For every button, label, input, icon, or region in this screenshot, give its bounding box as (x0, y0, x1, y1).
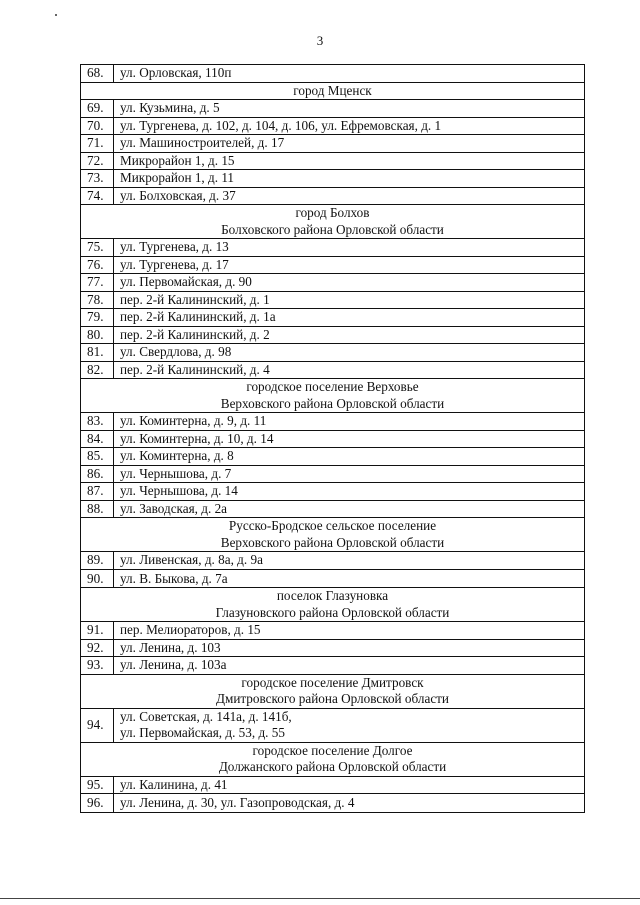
address-line: ул. Кузьмина, д. 5 (120, 100, 220, 115)
row-number: 90. (81, 569, 114, 588)
address-line: ул. Орловская, 110п (120, 65, 232, 80)
section-header-line: городское поселение Долгое (252, 742, 413, 758)
table-row (81, 794, 585, 813)
address-cell (114, 291, 585, 309)
section-header-row (81, 379, 585, 413)
table-row (81, 291, 585, 309)
address-line: ул. Болховская, д. 37 (120, 187, 236, 203)
scan-speck (55, 14, 57, 16)
row-number: 70. (81, 117, 114, 135)
table-row (81, 309, 585, 327)
address-cell (114, 465, 585, 483)
table-row (81, 776, 585, 794)
row-number: 92. (81, 639, 114, 657)
address-line: ул. Ленина, д. 103 (120, 639, 221, 655)
table-row (81, 413, 585, 431)
row-number: 78. (81, 291, 114, 309)
address-line: Микрорайон 1, д. 15 (120, 152, 235, 168)
table-row (81, 657, 585, 675)
section-header (81, 674, 585, 708)
section-header-line: Русско-Бродское сельское поселение (228, 518, 437, 533)
table-row (81, 274, 585, 292)
address-cell (114, 708, 585, 742)
table-row (81, 639, 585, 657)
section-header-line: поселок Глазуновка (276, 588, 389, 603)
address-cell (114, 657, 585, 675)
section-header-row (81, 82, 585, 100)
address-cell (114, 239, 585, 257)
address-line: ул. Тургенева, д. 13 (120, 239, 229, 254)
row-number: 72. (81, 152, 114, 170)
address-line: пер. Мелиораторов, д. 15 (120, 622, 261, 637)
page-number: 3 (316, 33, 324, 48)
section-header-row (81, 205, 585, 239)
table-row (81, 170, 585, 188)
address-line: ул. Коминтерна, д. 9, д. 11 (120, 413, 267, 428)
address-line: ул. Чернышова, д. 14 (120, 483, 238, 498)
section-header (81, 205, 585, 239)
table-row (81, 117, 585, 135)
address-line: ул. Тургенева, д. 17 (120, 256, 229, 272)
address-line: ул. Свердлова, д. 98 (120, 344, 232, 359)
section-header-line: Глазуновского района Орловской области (215, 604, 450, 620)
row-number: 93. (81, 657, 114, 675)
address-line: ул. Ливенская, д. 8а, д. 9а (120, 552, 263, 567)
row-number: 68. (81, 65, 114, 83)
table-row (81, 430, 585, 448)
section-header-line: город Мценск (293, 82, 372, 98)
section-header-line: Верховского района Орловской области (220, 534, 445, 550)
address-line: ул. Чернышова, д. 7 (120, 465, 232, 481)
address-line: пер. 2-й Калининский, д. 1 (120, 291, 270, 307)
section-header-line: город Болхов (295, 205, 370, 220)
row-number: 73. (81, 170, 114, 188)
table-row (81, 326, 585, 344)
row-number: 96. (81, 794, 114, 813)
section-header-line: городское поселение Верховье (246, 379, 419, 394)
address-table-body (81, 65, 585, 813)
address-line: ул. В. Быкова, д. 7а (120, 570, 228, 586)
address-line: ул. Ленина, д. 30, ул. Газопроводская, д. 4 (120, 795, 355, 810)
row-number: 77. (81, 274, 114, 292)
address-line: ул. Калинина, д. 41 (120, 776, 228, 792)
address-cell (114, 639, 585, 657)
address-line: ул. Коминтерна, д. 8 (120, 448, 234, 463)
address-cell (114, 256, 585, 274)
table-row (81, 500, 585, 518)
row-number: 86. (81, 465, 114, 483)
row-number: 75. (81, 239, 114, 257)
address-table (80, 64, 585, 813)
row-number: 87. (81, 483, 114, 501)
row-number: 83. (81, 413, 114, 431)
address-line: пер. 2-й Калининский, д. 4 (120, 361, 270, 377)
address-cell (114, 552, 585, 570)
address-line: ул. Советская, д. 141а, д. 141б, (120, 708, 292, 724)
section-header-line: Дмитровского района Орловской области (215, 691, 449, 706)
table-row (81, 465, 585, 483)
address-line: ул. Ленина, д. 103а (120, 657, 227, 672)
table-row (81, 483, 585, 501)
row-number: 84. (81, 430, 114, 448)
address-line: пер. 2-й Калининский, д. 1а (120, 309, 276, 324)
address-cell (114, 483, 585, 501)
row-number: 81. (81, 344, 114, 362)
address-cell (114, 274, 585, 292)
section-header-row (81, 518, 585, 552)
address-cell (114, 361, 585, 379)
row-number: 71. (81, 135, 114, 153)
address-line: ул. Тургенева, д. 102, д. 104, д. 106, ул. Ефремовская, д. 1 (120, 117, 442, 133)
address-cell (114, 65, 585, 83)
row-number: 82. (81, 361, 114, 379)
address-cell (114, 622, 585, 640)
address-line: пер. 2-й Калининский, д. 2 (120, 326, 270, 342)
section-header (81, 742, 585, 776)
address-cell (114, 794, 585, 813)
row-number: 85. (81, 448, 114, 466)
address-line: ул. Коминтерна, д. 10, д. 14 (120, 430, 274, 446)
row-number: 80. (81, 326, 114, 344)
row-number: 94. (81, 708, 114, 742)
row-number: 89. (81, 552, 114, 570)
row-number: 88. (81, 500, 114, 518)
row-number: 74. (81, 187, 114, 205)
address-cell (114, 326, 585, 344)
bottom-rule (0, 898, 640, 899)
table-row (81, 361, 585, 379)
address-cell (114, 152, 585, 170)
address-cell (114, 117, 585, 135)
table-row (81, 135, 585, 153)
address-cell (114, 500, 585, 518)
address-line: ул. Первомайская, д. 53, д. 55 (120, 725, 285, 740)
section-header-line: Должанского района Орловской области (218, 759, 447, 774)
table-row (81, 187, 585, 205)
table-row (81, 100, 585, 118)
section-header-line: Болховского района Орловской области (221, 221, 444, 237)
table-row (81, 708, 585, 742)
table-row (81, 552, 585, 570)
address-cell (114, 776, 585, 794)
table-row (81, 569, 585, 588)
table-row (81, 239, 585, 257)
row-number: 76. (81, 256, 114, 274)
address-cell (114, 448, 585, 466)
row-number: 95. (81, 776, 114, 794)
table-row (81, 152, 585, 170)
address-cell (114, 187, 585, 205)
address-line: ул. Заводская, д. 2а (120, 500, 228, 516)
address-cell (114, 344, 585, 362)
address-cell (114, 569, 585, 588)
table-row (81, 65, 585, 83)
table-row (81, 448, 585, 466)
row-number: 79. (81, 309, 114, 327)
address-line: ул. Машиностроителей, д. 17 (120, 135, 285, 150)
address-cell (114, 135, 585, 153)
row-number: 69. (81, 100, 114, 118)
section-header-line: городское поселение Дмитровск (241, 674, 424, 690)
address-cell (114, 413, 585, 431)
table-row (81, 256, 585, 274)
section-header-line: Верховского района Орловской области (220, 395, 445, 411)
table-row (81, 344, 585, 362)
address-cell (114, 170, 585, 188)
address-line: ул. Первомайская, д. 90 (120, 274, 252, 289)
table-row (81, 622, 585, 640)
section-header (81, 82, 585, 100)
section-header (81, 588, 585, 622)
address-cell (114, 430, 585, 448)
row-number: 91. (81, 622, 114, 640)
section-header-row (81, 674, 585, 708)
address-line: Микрорайон 1, д. 11 (120, 170, 235, 185)
address-cell (114, 100, 585, 118)
section-header (81, 379, 585, 413)
section-header (81, 518, 585, 552)
address-cell (114, 309, 585, 327)
section-header-row (81, 742, 585, 776)
section-header-row (81, 588, 585, 622)
